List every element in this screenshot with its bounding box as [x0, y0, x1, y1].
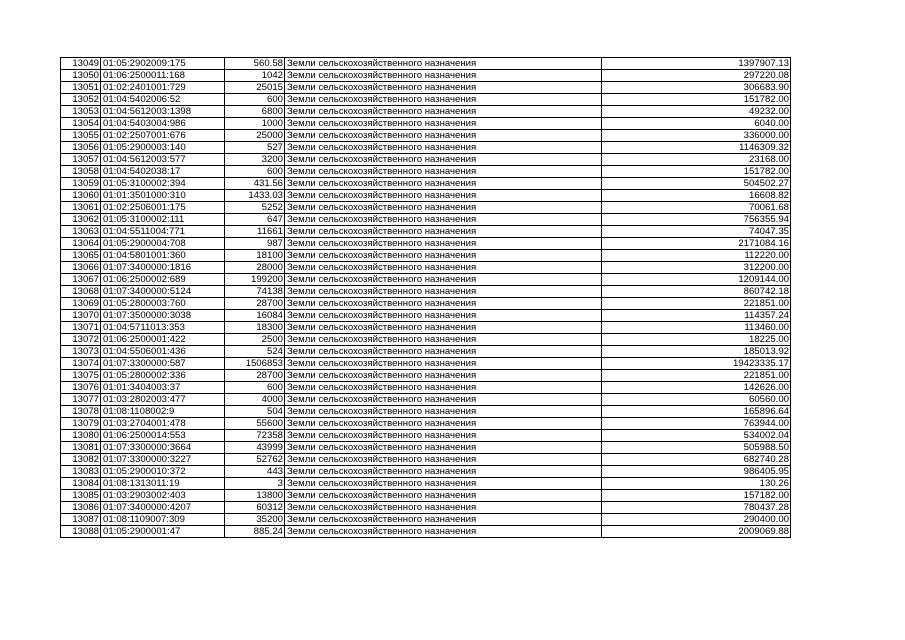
- record-id-cell: 13069: [61, 298, 101, 310]
- land-category-cell: Земли сельскохозяйственного назначения: [285, 370, 602, 382]
- cadastral-value-cell: 70061.68: [602, 202, 791, 214]
- cadastral-number-cell: 01:05:2900004:708: [101, 238, 225, 250]
- record-id-cell: 13058: [61, 166, 101, 178]
- cadastral-number-cell: 01:04:5511004:771: [101, 226, 225, 238]
- record-id-cell: 13072: [61, 334, 101, 346]
- land-category-cell: Земли сельскохозяйственного назначения: [285, 130, 602, 142]
- cadastral-number-cell: 01:07:3500000:3038: [101, 310, 225, 322]
- cadastral-number-cell: 01:04:5402038:17: [101, 166, 225, 178]
- area-cell: 6800: [225, 106, 285, 118]
- table-row: [61, 142, 791, 154]
- cadastral-number-cell: 01:02:2401001:729: [101, 82, 225, 94]
- record-id-cell: 13051: [61, 82, 101, 94]
- area-cell: 600: [225, 94, 285, 106]
- table-row: [61, 358, 791, 370]
- cadastral-value-cell: 151782.00: [602, 166, 791, 178]
- area-cell: 2500: [225, 334, 285, 346]
- land-category-cell: Земли сельскохозяйственного назначения: [285, 106, 602, 118]
- record-id-cell: 13063: [61, 226, 101, 238]
- table-row: [61, 310, 791, 322]
- cadastral-number-cell: 01:02:2506001:175: [101, 202, 225, 214]
- record-id-cell: 13049: [61, 58, 101, 70]
- cadastral-value-cell: 49232.00: [602, 106, 791, 118]
- land-category-cell: Земли сельскохозяйственного назначения: [285, 322, 602, 334]
- table-row: [61, 130, 791, 142]
- area-cell: 18100: [225, 250, 285, 262]
- cadastral-value-cell: 16608.82: [602, 190, 791, 202]
- record-id-cell: 13054: [61, 118, 101, 130]
- cadastral-number-cell: 01:01:3404003:37: [101, 382, 225, 394]
- area-cell: 504: [225, 406, 285, 418]
- cadastral-value-cell: 114357.24: [602, 310, 791, 322]
- table-row: [61, 94, 791, 106]
- cadastral-value-cell: 60560.00: [602, 394, 791, 406]
- cadastral-number-cell: 01:07:3400000:4207: [101, 502, 225, 514]
- table-row: [61, 190, 791, 202]
- cadastral-number-cell: 01:04:5612003:577: [101, 154, 225, 166]
- table-row: [61, 526, 791, 538]
- cadastral-value-cell: 165896.64: [602, 406, 791, 418]
- area-cell: 5252: [225, 202, 285, 214]
- table-row: [61, 442, 791, 454]
- cadastral-value-cell: 986405.95: [602, 466, 791, 478]
- record-id-cell: 13056: [61, 142, 101, 154]
- area-cell: 52762: [225, 454, 285, 466]
- record-id-cell: 13080: [61, 430, 101, 442]
- cadastral-value-cell: 112220.00: [602, 250, 791, 262]
- land-category-cell: Земли сельскохозяйственного назначения: [285, 250, 602, 262]
- record-id-cell: 13065: [61, 250, 101, 262]
- cadastral-number-cell: 01:06:2500014:553: [101, 430, 225, 442]
- table-row: [61, 382, 791, 394]
- cadastral-value-cell: 6040.00: [602, 118, 791, 130]
- cadastral-value-cell: 312200.00: [602, 262, 791, 274]
- area-cell: 43999: [225, 442, 285, 454]
- cadastral-number-cell: 01:07:3400000:1816: [101, 262, 225, 274]
- area-cell: 600: [225, 382, 285, 394]
- area-cell: 11661: [225, 226, 285, 238]
- cadastral-value-cell: 151782.00: [602, 94, 791, 106]
- record-id-cell: 13078: [61, 406, 101, 418]
- table-row: [61, 502, 791, 514]
- record-id-cell: 13074: [61, 358, 101, 370]
- cadastral-number-cell: 01:07:3300000:3664: [101, 442, 225, 454]
- area-cell: 1000: [225, 118, 285, 130]
- area-cell: 1042: [225, 70, 285, 82]
- cadastral-number-cell: 01:06:2500002:689: [101, 274, 225, 286]
- area-cell: 28700: [225, 370, 285, 382]
- record-id-cell: 13050: [61, 70, 101, 82]
- table-row: [61, 298, 791, 310]
- land-category-cell: Земли сельскохозяйственного назначения: [285, 382, 602, 394]
- table-row: [61, 106, 791, 118]
- table-row: [61, 514, 791, 526]
- area-cell: 885.24: [225, 526, 285, 538]
- table-row: [61, 394, 791, 406]
- table-row: [61, 334, 791, 346]
- cadastral-value-cell: 2009069.88: [602, 526, 791, 538]
- cadastral-number-cell: 01:01:3501000:310: [101, 190, 225, 202]
- land-category-cell: Земли сельскохозяйственного назначения: [285, 262, 602, 274]
- land-category-cell: Земли сельскохозяйственного назначения: [285, 118, 602, 130]
- land-records-table: [60, 57, 791, 538]
- record-id-cell: 13070: [61, 310, 101, 322]
- land-category-cell: Земли сельскохозяйственного назначения: [285, 334, 602, 346]
- cadastral-number-cell: 01:07:3400000:5124: [101, 286, 225, 298]
- table-row: [61, 274, 791, 286]
- area-cell: 647: [225, 214, 285, 226]
- cadastral-value-cell: 306683.90: [602, 82, 791, 94]
- cadastral-value-cell: 221851.00: [602, 370, 791, 382]
- land-category-cell: Земли сельскохозяйственного назначения: [285, 310, 602, 322]
- cadastral-number-cell: 01:02:2507001:676: [101, 130, 225, 142]
- area-cell: 527: [225, 142, 285, 154]
- record-id-cell: 13071: [61, 322, 101, 334]
- cadastral-number-cell: 01:05:2800003:760: [101, 298, 225, 310]
- cadastral-number-cell: 01:04:5612003:1398: [101, 106, 225, 118]
- cadastral-value-cell: 74047.35: [602, 226, 791, 238]
- cadastral-value-cell: 19423335.17: [602, 358, 791, 370]
- cadastral-value-cell: 185013.92: [602, 346, 791, 358]
- record-id-cell: 13052: [61, 94, 101, 106]
- table-row: [61, 346, 791, 358]
- area-cell: 55600: [225, 418, 285, 430]
- cadastral-number-cell: 01:04:5711013:353: [101, 322, 225, 334]
- record-id-cell: 13068: [61, 286, 101, 298]
- area-cell: 72358: [225, 430, 285, 442]
- land-category-cell: Земли сельскохозяйственного назначения: [285, 394, 602, 406]
- cadastral-value-cell: 336000.00: [602, 130, 791, 142]
- land-category-cell: Земли сельскохозяйственного назначения: [285, 166, 602, 178]
- cadastral-value-cell: 1397907.13: [602, 58, 791, 70]
- cadastral-value-cell: 113460.00: [602, 322, 791, 334]
- cadastral-number-cell: 01:04:5801001:360: [101, 250, 225, 262]
- cadastral-value-cell: 1146309.32: [602, 142, 791, 154]
- record-id-cell: 13087: [61, 514, 101, 526]
- cadastral-value-cell: 221851.00: [602, 298, 791, 310]
- area-cell: 3: [225, 478, 285, 490]
- record-id-cell: 13079: [61, 418, 101, 430]
- cadastral-number-cell: 01:08:1313011:19: [101, 478, 225, 490]
- record-id-cell: 13067: [61, 274, 101, 286]
- area-cell: 443: [225, 466, 285, 478]
- area-cell: 987: [225, 238, 285, 250]
- record-id-cell: 13081: [61, 442, 101, 454]
- cadastral-number-cell: 01:07:3300000:3227: [101, 454, 225, 466]
- table-row: [61, 58, 791, 70]
- record-id-cell: 13061: [61, 202, 101, 214]
- cadastral-value-cell: 130.26: [602, 478, 791, 490]
- table-row: [61, 430, 791, 442]
- cadastral-value-cell: 504502.27: [602, 178, 791, 190]
- land-category-cell: Земли сельскохозяйственного назначения: [285, 526, 602, 538]
- land-category-cell: Земли сельскохозяйственного назначения: [285, 430, 602, 442]
- land-category-cell: Земли сельскохозяйственного назначения: [285, 142, 602, 154]
- area-cell: 4000: [225, 394, 285, 406]
- table-row: [61, 454, 791, 466]
- cadastral-value-cell: 142626.00: [602, 382, 791, 394]
- cadastral-value-cell: 18225.00: [602, 334, 791, 346]
- area-cell: 1433.03: [225, 190, 285, 202]
- area-cell: 600: [225, 166, 285, 178]
- cadastral-number-cell: 01:08:1108002:9: [101, 406, 225, 418]
- area-cell: 431.56: [225, 178, 285, 190]
- record-id-cell: 13083: [61, 466, 101, 478]
- cadastral-value-cell: 157182.00: [602, 490, 791, 502]
- land-category-cell: Земли сельскохозяйственного назначения: [285, 154, 602, 166]
- record-id-cell: 13060: [61, 190, 101, 202]
- cadastral-value-cell: 763944.00: [602, 418, 791, 430]
- land-category-cell: Земли сельскохозяйственного назначения: [285, 58, 602, 70]
- land-category-cell: Земли сельскохозяйственного назначения: [285, 94, 602, 106]
- cadastral-number-cell: 01:07:3300000:587: [101, 358, 225, 370]
- cadastral-value-cell: 297220.08: [602, 70, 791, 82]
- land-category-cell: Земли сельскохозяйственного назначения: [285, 502, 602, 514]
- cadastral-number-cell: 01:04:5506001:436: [101, 346, 225, 358]
- area-cell: 18300: [225, 322, 285, 334]
- cadastral-number-cell: 01:05:2900003:140: [101, 142, 225, 154]
- record-id-cell: 13088: [61, 526, 101, 538]
- cadastral-value-cell: 2171084.16: [602, 238, 791, 250]
- land-category-cell: Земли сельскохозяйственного назначения: [285, 358, 602, 370]
- cadastral-value-cell: 860742.18: [602, 286, 791, 298]
- table-row: [61, 178, 791, 190]
- record-id-cell: 13076: [61, 382, 101, 394]
- land-category-cell: Земли сельскохозяйственного назначения: [285, 346, 602, 358]
- area-cell: 1506853: [225, 358, 285, 370]
- cadastral-number-cell: 01:04:5403004:986: [101, 118, 225, 130]
- cadastral-number-cell: 01:05:2902009:175: [101, 58, 225, 70]
- table-row: [61, 370, 791, 382]
- table-row: [61, 490, 791, 502]
- record-id-cell: 13066: [61, 262, 101, 274]
- cadastral-number-cell: 01:03:2903002:403: [101, 490, 225, 502]
- land-category-cell: Земли сельскохозяйственного назначения: [285, 238, 602, 250]
- cadastral-value-cell: 682740.28: [602, 454, 791, 466]
- land-category-cell: Земли сельскохозяйственного назначения: [285, 514, 602, 526]
- area-cell: 60312: [225, 502, 285, 514]
- land-category-cell: Земли сельскохозяйственного назначения: [285, 298, 602, 310]
- land-category-cell: Земли сельскохозяйственного назначения: [285, 406, 602, 418]
- cadastral-number-cell: 01:04:5402006:52: [101, 94, 225, 106]
- record-id-cell: 13075: [61, 370, 101, 382]
- cadastral-number-cell: 01:05:2900001:47: [101, 526, 225, 538]
- cadastral-value-cell: 505988.50: [602, 442, 791, 454]
- cadastral-number-cell: 01:06:2500011:168: [101, 70, 225, 82]
- table-row: [61, 166, 791, 178]
- table-row: [61, 466, 791, 478]
- land-category-cell: Земли сельскохозяйственного назначения: [285, 286, 602, 298]
- table-row: [61, 226, 791, 238]
- cadastral-number-cell: 01:03:2802003:477: [101, 394, 225, 406]
- land-category-cell: Земли сельскохозяйственного назначения: [285, 190, 602, 202]
- area-cell: 199200: [225, 274, 285, 286]
- land-category-cell: Земли сельскохозяйственного назначения: [285, 214, 602, 226]
- record-id-cell: 13055: [61, 130, 101, 142]
- table-row: [61, 70, 791, 82]
- cadastral-number-cell: 01:08:1109007:309: [101, 514, 225, 526]
- record-id-cell: 13059: [61, 178, 101, 190]
- land-category-cell: Земли сельскохозяйственного назначения: [285, 418, 602, 430]
- cadastral-value-cell: 23168.00: [602, 154, 791, 166]
- table-row: [61, 214, 791, 226]
- area-cell: 524: [225, 346, 285, 358]
- cadastral-number-cell: 01:06:2500001:422: [101, 334, 225, 346]
- record-id-cell: 13057: [61, 154, 101, 166]
- area-cell: 25015: [225, 82, 285, 94]
- land-records-table-body: [61, 58, 791, 538]
- area-cell: 13800: [225, 490, 285, 502]
- land-category-cell: Земли сельскохозяйственного назначения: [285, 70, 602, 82]
- land-category-cell: Земли сельскохозяйственного назначения: [285, 442, 602, 454]
- land-category-cell: Земли сельскохозяйственного назначения: [285, 478, 602, 490]
- record-id-cell: 13053: [61, 106, 101, 118]
- record-id-cell: 13084: [61, 478, 101, 490]
- table-row: [61, 322, 791, 334]
- area-cell: 28700: [225, 298, 285, 310]
- record-id-cell: 13086: [61, 502, 101, 514]
- table-row: [61, 262, 791, 274]
- land-category-cell: Земли сельскохозяйственного назначения: [285, 274, 602, 286]
- area-cell: 35200: [225, 514, 285, 526]
- record-id-cell: 13082: [61, 454, 101, 466]
- land-category-cell: Земли сельскохозяйственного назначения: [285, 82, 602, 94]
- cadastral-number-cell: 01:05:3100002:111: [101, 214, 225, 226]
- area-cell: 25000: [225, 130, 285, 142]
- land-category-cell: Земли сельскохозяйственного назначения: [285, 178, 602, 190]
- land-category-cell: Земли сельскохозяйственного назначения: [285, 490, 602, 502]
- cadastral-value-cell: 756355.94: [602, 214, 791, 226]
- table-row: [61, 406, 791, 418]
- record-id-cell: 13064: [61, 238, 101, 250]
- record-id-cell: 13073: [61, 346, 101, 358]
- land-category-cell: Земли сельскохозяйственного назначения: [285, 466, 602, 478]
- cadastral-value-cell: 780437.28: [602, 502, 791, 514]
- area-cell: 560.58: [225, 58, 285, 70]
- cadastral-number-cell: 01:05:3100002:394: [101, 178, 225, 190]
- record-id-cell: 13085: [61, 490, 101, 502]
- table-row: [61, 202, 791, 214]
- cadastral-number-cell: 01:05:2800002:336: [101, 370, 225, 382]
- table-row: [61, 82, 791, 94]
- record-id-cell: 13062: [61, 214, 101, 226]
- table-row: [61, 418, 791, 430]
- table-row: [61, 250, 791, 262]
- land-category-cell: Земли сельскохозяйственного назначения: [285, 226, 602, 238]
- table-row: [61, 154, 791, 166]
- area-cell: 74138: [225, 286, 285, 298]
- area-cell: 3200: [225, 154, 285, 166]
- land-category-cell: Земли сельскохозяйственного назначения: [285, 454, 602, 466]
- table-row: [61, 238, 791, 250]
- cadastral-value-cell: 1209144.00: [602, 274, 791, 286]
- table-row: [61, 478, 791, 490]
- cadastral-value-cell: 290400.00: [602, 514, 791, 526]
- record-id-cell: 13077: [61, 394, 101, 406]
- land-category-cell: Земли сельскохозяйственного назначения: [285, 202, 602, 214]
- area-cell: 16084: [225, 310, 285, 322]
- table-row: [61, 286, 791, 298]
- cadastral-number-cell: 01:05:2900010:372: [101, 466, 225, 478]
- cadastral-number-cell: 01:03:2704001:478: [101, 418, 225, 430]
- area-cell: 28000: [225, 262, 285, 274]
- table-row: [61, 118, 791, 130]
- cadastral-value-cell: 534002.04: [602, 430, 791, 442]
